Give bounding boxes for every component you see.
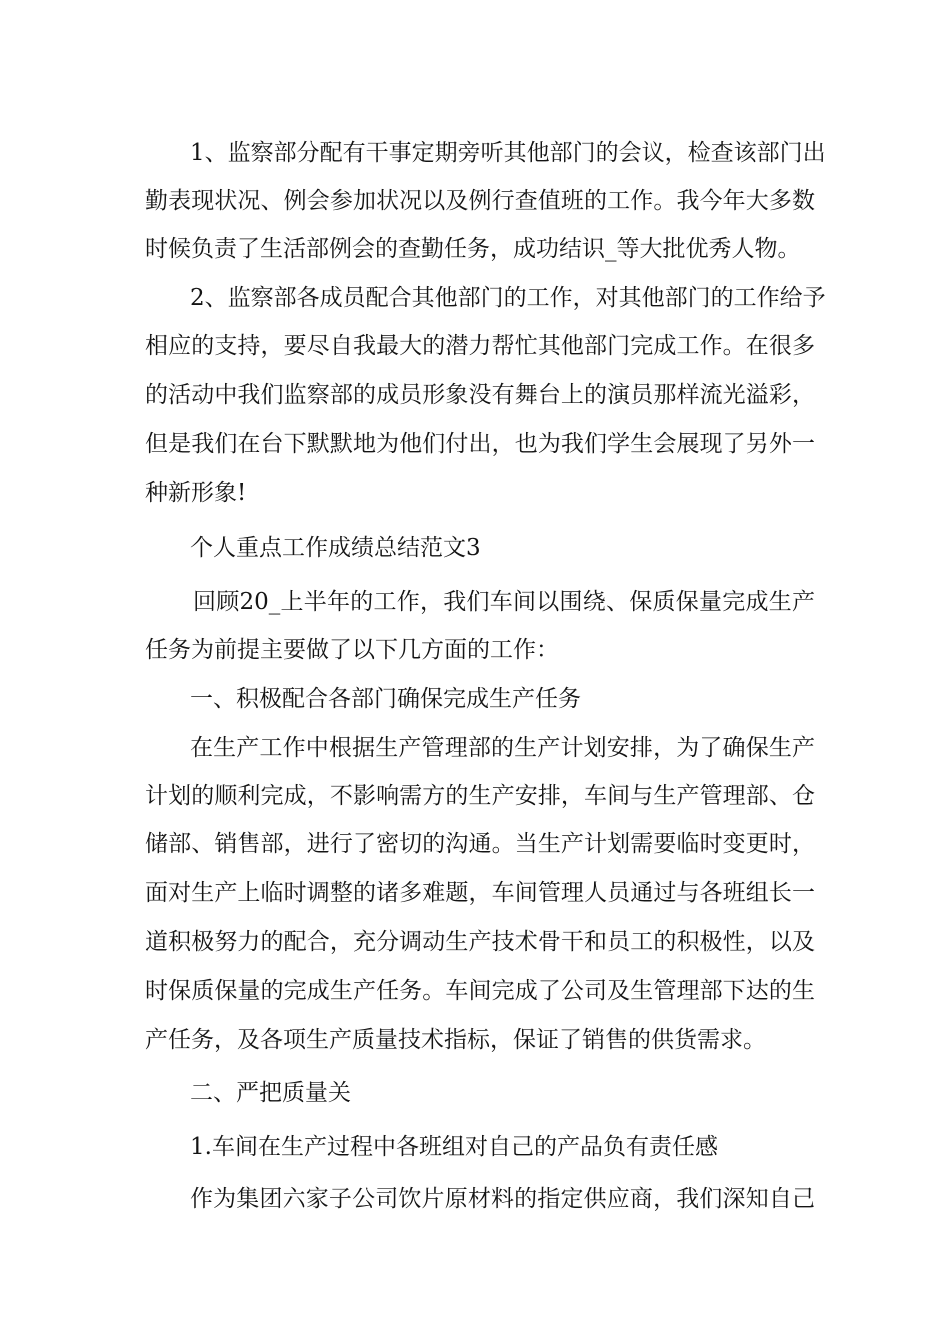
text-line: 勤表现状况、例会参加状况以及例行查值班的工作。我今年大多数 bbox=[145, 188, 815, 214]
text-line: 任务为前提主要做了以下几方面的工作： bbox=[145, 637, 559, 663]
text-line: 产任务，及各项生产质量技术指标，保证了销售的供货需求。 bbox=[145, 1027, 766, 1053]
text-line: 2、监察部各成员配合其他部门的工作，对其他部门的工作给予 bbox=[190, 285, 826, 311]
text-line: 1、监察部分配有干事定期旁听其他部门的会议，检查该部门出 bbox=[190, 140, 826, 166]
text-line: 作为集团六家子公司饮片原材料的指定供应商，我们深知自己 bbox=[190, 1186, 815, 1212]
text-line: 回顾20_上半年的工作，我们车间以围绕、保质保量完成生产 bbox=[193, 589, 815, 615]
text-line: 面对生产上临时调整的诸多难题，车间管理人员通过与各班组长一 bbox=[145, 880, 815, 906]
text-line: 储部、销售部，进行了密切的沟通。当生产计划需要临时变更时， bbox=[145, 831, 815, 857]
text-line: 计划的顺利完成，不影响需方的生产安排，车间与生产管理部、仓 bbox=[145, 783, 815, 809]
section-title: 个人重点工作成绩总结范文3 bbox=[190, 535, 481, 561]
text-line: 道积极努力的配合，充分调动生产技术骨干和员工的积极性，以及 bbox=[145, 929, 815, 955]
text-line: 种新形象! bbox=[145, 480, 247, 506]
text-line: 时候负责了生活部例会的查勤任务，成功结识_等大批优秀人物。 bbox=[145, 236, 801, 262]
section-heading: 二、严把质量关 bbox=[190, 1080, 351, 1106]
text-line: 但是我们在台下默默地为他们付出，也为我们学生会展现了另外一 bbox=[145, 431, 815, 457]
text-line: 时保质保量的完成生产任务。车间完成了公司及生管理部下达的生 bbox=[145, 978, 815, 1004]
section-heading: 一、积极配合各部门确保完成生产任务 bbox=[190, 686, 581, 712]
text-line: 在生产工作中根据生产管理部的生产计划安排，为了确保生产 bbox=[190, 735, 815, 761]
text-line: 的活动中我们监察部的成员形象没有舞台上的演员那样流光溢彩， bbox=[145, 382, 815, 408]
text-line: 相应的支持，要尽自我最大的潜力帮忙其他部门完成工作。在很多 bbox=[145, 333, 815, 359]
subsection-heading: 1.车间在生产过程中各班组对自己的产品负有责任感 bbox=[190, 1134, 718, 1160]
